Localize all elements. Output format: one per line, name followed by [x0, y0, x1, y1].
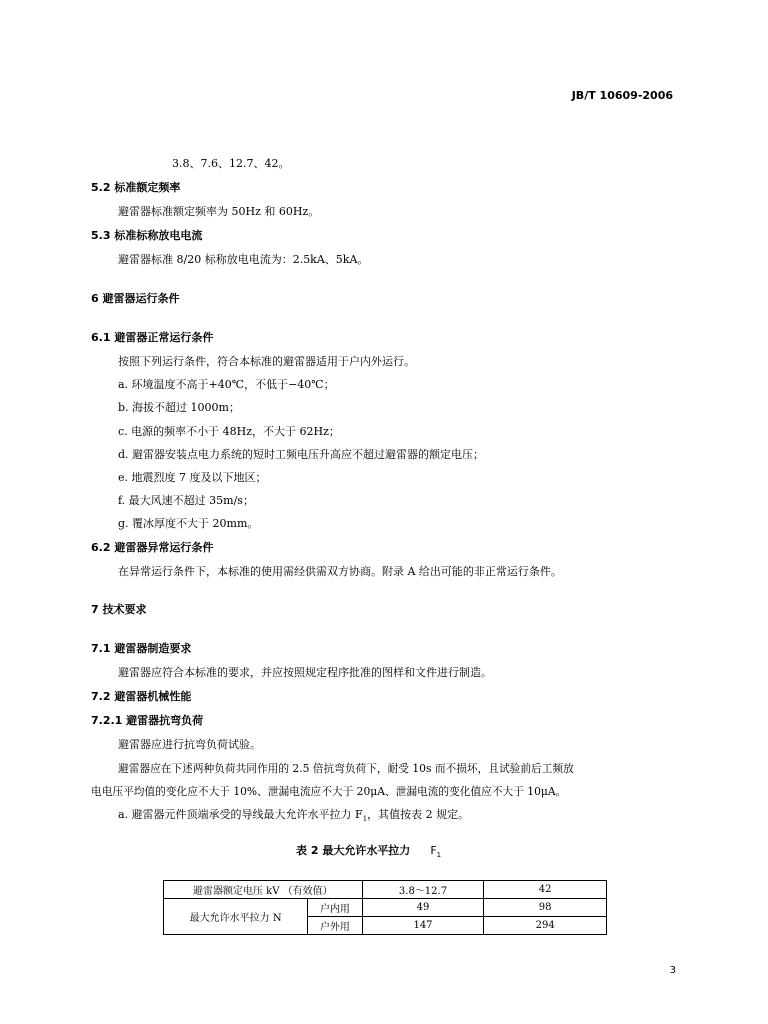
heading-7-2: 7.2 避雷器机械性能	[91, 690, 192, 703]
heading-7: 7 技术要求	[91, 603, 147, 616]
paragraph-5-2: 避雷器标准额定频率为 50Hz 和 60Hz。	[118, 205, 320, 218]
paragraph-7-2-1-a: 避雷器应进行抗弯负荷试验。	[118, 738, 261, 751]
list-item-d: d. 避雷器安装点电力系统的短时工频电压升高应不超过避雷器的额定电压；	[118, 448, 485, 461]
paragraph-7-2-1-c	[118, 807, 469, 827]
heading-6: 6 避雷器运行条件	[91, 292, 180, 305]
outdoor-value-low: 147	[362, 917, 484, 935]
heading-6-1: 6.1 避雷器正常运行条件	[91, 331, 214, 344]
outdoor-label: 户外用	[308, 917, 362, 935]
paragraph-5-3: 避雷器标准 8/20 标称放电电流为：2.5kA、5kA。	[118, 253, 369, 266]
heading-7-1: 7.1 避雷器制造要求	[91, 642, 192, 655]
table-caption	[296, 843, 441, 863]
list-item-a: a. 环境温度不高于+40℃，不低于−40℃；	[118, 378, 335, 391]
table-row	[164, 881, 607, 899]
paragraph-6-1: 按照下列运行条件，符合本标准的避雷器适用于户内外运行。	[118, 355, 415, 368]
indoor-label: 户内用	[308, 899, 362, 917]
paragraph-7-2-1-b-line2: 电电压平均值的变化应不大于 10%、泄漏电流应不大于 20μA、泄漏电流的变化值应不大于 10μA。	[91, 785, 567, 798]
paragraph-7-2-1-c-pre: a. 避雷器元件顶端承受的导线最大允许水平拉力 F	[118, 808, 363, 821]
list-item-c: c. 电源的频率不小于 48Hz，不大于 62Hz；	[118, 425, 340, 438]
heading-6-2: 6.2 避雷器异常运行条件	[91, 541, 214, 554]
paragraph-7-1: 避雷器应符合本标准的要求，并应按照规定程序批准的图样和文件进行制造。	[118, 666, 492, 679]
list-item-f: f. 最大风速不超过 35m/s；	[118, 494, 254, 507]
table-caption-symbol: F	[430, 844, 437, 857]
heading-7-2-1: 7.2.1 避雷器抗弯负荷	[91, 714, 204, 727]
voltage-range-low: 3.8～12.7	[362, 881, 484, 899]
value-list: 3.8、7.6、12.7、42。	[172, 157, 290, 170]
voltage-range-high: 42	[484, 881, 607, 899]
table-caption-title: 表 2 最大允许水平拉力	[296, 844, 411, 857]
paragraph-7-2-1-c-post: ，其值按表 2 规定。	[367, 808, 470, 821]
list-item-b: b. 海拔不超过 1000m；	[118, 401, 240, 414]
force-subscript: 1	[362, 815, 368, 824]
max-tension-table	[163, 880, 607, 935]
table-row	[164, 899, 607, 917]
list-item-e: e. 地震烈度 7 度及以下地区；	[118, 471, 267, 484]
heading-5-2: 5.2 标准额定频率	[91, 181, 181, 194]
outdoor-value-high: 294	[484, 917, 607, 935]
max-tension-label: 最大允许水平拉力 N	[164, 899, 308, 935]
standard-number: JB/T 10609-2006	[571, 89, 673, 102]
page-number: 3	[669, 965, 676, 976]
heading-5-3: 5.3 标准标称放电电流	[91, 229, 203, 242]
table-caption-subscript: 1	[436, 851, 442, 860]
indoor-value-low: 49	[362, 899, 484, 917]
rated-voltage-header: 避雷器额定电压 kV （有效值）	[164, 881, 363, 899]
list-item-g: g. 覆冰厚度不大于 20mm。	[118, 517, 259, 530]
paragraph-6-2: 在异常运行条件下，本标准的使用需经供需双方协商。附录 A 给出可能的非正常运行条件。	[118, 565, 562, 578]
paragraph-7-2-1-b-line1: 避雷器应在下述两种负荷共同作用的 2.5 倍抗弯负荷下，耐受 10s 而不损坏，且试验前后工频放	[118, 762, 574, 775]
indoor-value-high: 98	[484, 899, 607, 917]
